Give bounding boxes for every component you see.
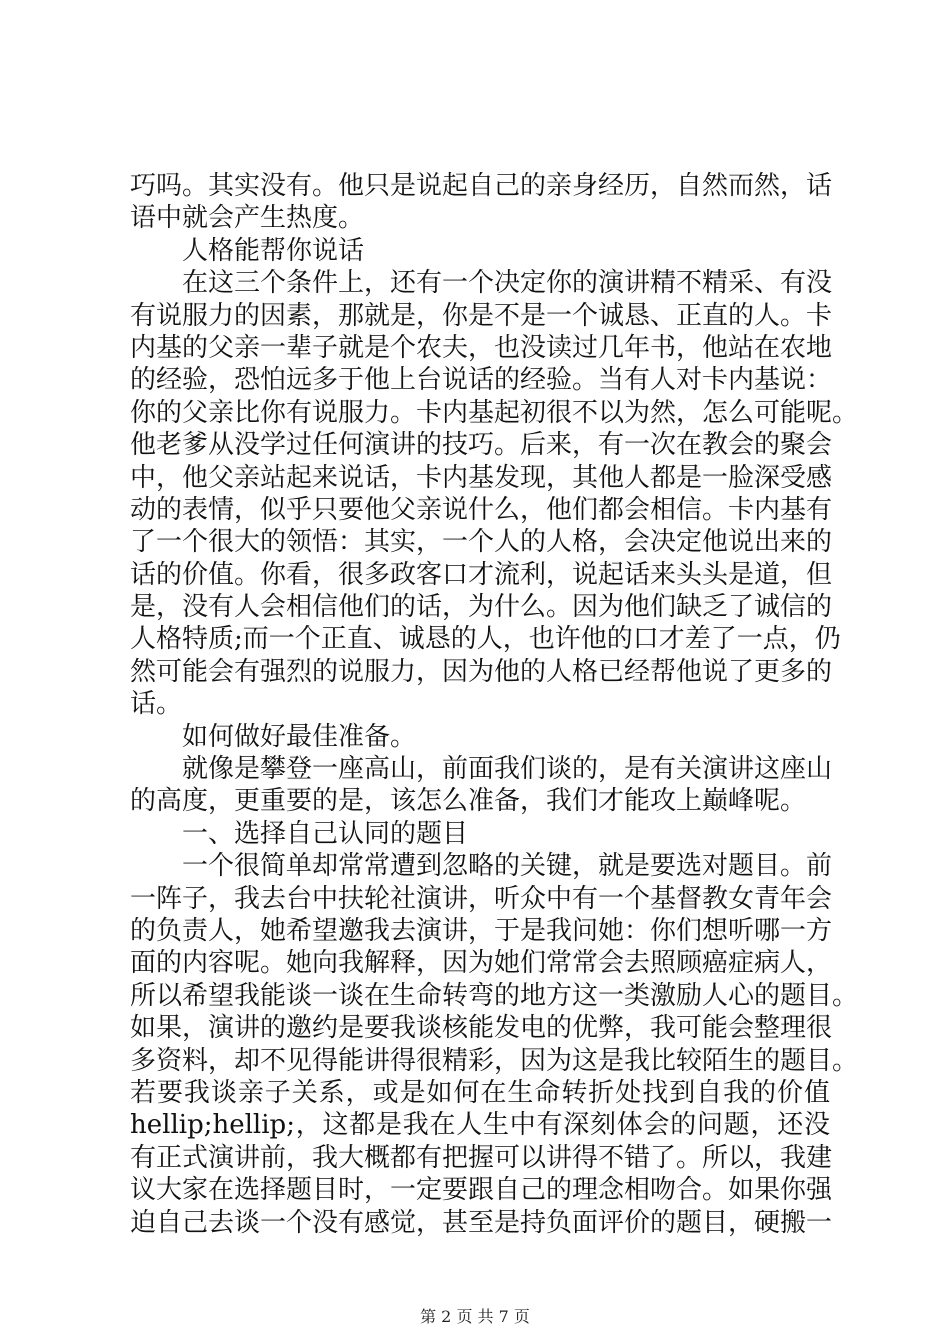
text-line: 面的内容呢。她向我解释，因为她们常常会去照顾癌症病人， [130,948,833,979]
text-line: 动的表情，似乎只要他父亲说什么，他们都会相信。卡内基有 [130,494,833,525]
text-line: 有正式演讲前，我大概都有把握可以讲得不错了。所以，我建 [130,1142,833,1173]
text-line: 了一个很大的领悟：其实，一个人的人格，会决定他说出来的 [130,527,833,558]
text-line: 若要我谈亲子关系，或是如何在生命转折处找到自我的价值 [130,1077,830,1108]
text-line: 人格特质;而一个正直、诚恳的人，也许他的口才差了一点，仍 [130,624,841,655]
document-body [130,170,859,1239]
text-line: 话。 [130,689,183,720]
text-line: 多资料，却不见得能讲得很精彩，因为这是我比较陌生的题目。 [130,1045,859,1076]
text-line: 语中就会产生热度。 [130,203,365,234]
text-line: 巧吗。其实没有。他只是说起自己的亲身经历，自然而然，话 [130,171,833,201]
text-line: 你的父亲比你有说服力。卡内基起初很不以为然，怎么可能呢。 [130,397,859,428]
text-line: 的负责人，她希望邀我去演讲，于是我问她：你们想听哪一方 [130,915,833,946]
text-line: 有说服力的因素，那就是，你是不是一个诚恳、正直的人。卡 [130,300,833,331]
text-line: 的高度，更重要的是，该怎么准备，我们才能攻上巅峰呢。 [130,786,807,817]
text-line: 他老爹从没学过任何演讲的技巧。后来，有一次在教会的聚会 [130,430,833,461]
text-line: 一个很简单却常常遭到忽略的关键，就是要选对题目。前 [182,851,833,882]
text-line: 迫自己去谈一个没有感觉，甚至是持负面评价的题目，硬搬一 [130,1207,833,1238]
text-line: 内基的父亲一辈子就是个农夫，也没读过几年书，他站在农地 [130,332,833,363]
text-line: 一阵子，我去台中扶轮社演讲，听众中有一个基督教女青年会 [130,883,833,914]
text-line: 就像是攀登一座高山，前面我们谈的，是有关演讲这座山 [182,754,833,785]
text-line: 是，没有人会相信他们的话，为什么。因为他们缺乏了诚信的 [130,592,833,623]
text-line: 所以希望我能谈一谈在生命转弯的地方这一类激励人心的题目。 [130,980,859,1011]
text-line: 然可能会有强烈的说服力，因为他的人格已经帮他说了更多的 [130,656,833,687]
text-line: hellip;hellip;，这都是我在人生中有深刻体会的问题，还没 [130,1110,830,1141]
text-line: 的经验，恐怕远多于他上台说话的经验。当有人对卡内基说： [130,365,833,396]
page-number-footer: 第 2 页 共 7 页 [420,1307,530,1326]
text-line: 如何做好最佳准备。 [182,721,417,752]
text-line: 一、选择自己认同的题目 [182,818,469,849]
text-line: 中，他父亲站起来说话，卡内基发现，其他人都是一脸深受感 [130,462,833,493]
text-line: 议大家在选择题目时，一定要跟自己的理念相吻合。如果你强 [130,1175,833,1206]
text-line: 人格能帮你说话 [182,235,365,266]
text-line: 在这三个条件上，还有一个决定你的演讲精不精采、有没 [182,268,833,299]
text-line: 话的价值。你看，很多政客口才流利，说起话来头头是道，但 [130,559,833,590]
text-line: 如果，演讲的邀约是要我谈核能发电的优弊，我可能会整理很 [130,1013,833,1044]
